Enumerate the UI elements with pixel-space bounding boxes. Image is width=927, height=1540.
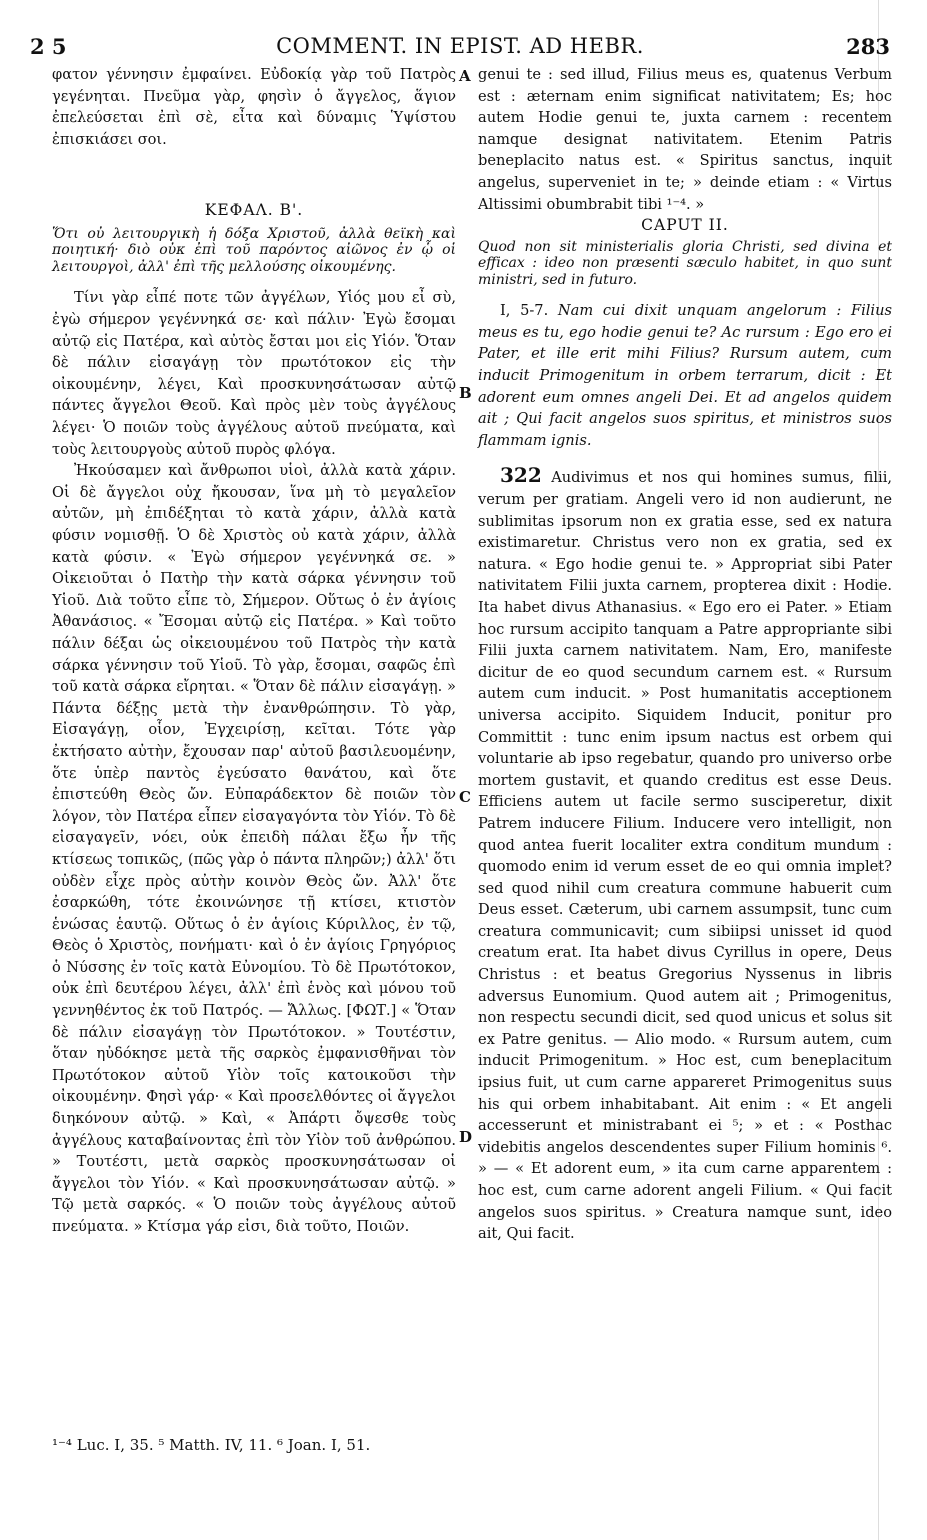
margin-letter-b: B <box>459 384 472 402</box>
latin-paragraph-2 <box>478 300 892 451</box>
latin-chapter-summary: Quod non sit ministerialis gloria Christi, sed divina et efficax : ideo non præsenti sæculo habitet, in quo sunt ministri, sed in futuro. <box>478 238 892 288</box>
greek-chapter-title: ΚΕΦΑΛ. Β'. <box>204 201 304 220</box>
margin-letter-a: A <box>459 67 471 85</box>
latin-commentary-text: Audivimus et nos qui homines sumus, filii, verum per gratiam. Angeli vero id non audierunt, ne sublimitas ipsorum non ex gratia esse, sed ex natura existimaretur. Christus vero non ex gratia, sed ex natura. « Ego hodie genui te. » Appropriat sibi Pater nativitatem Filii juxta carnem, propterea dixit : Hodie. Ita habet divus Athanasius. « Ego ero ei Pater. » Etiam hoc rursum accipito tanquam a Patre appropriante sibi Filii juxta carnem nativitatem. Nam, Ero, manifeste dicitur de eo quod secundum carnem est. « Rursum autem cum inducit. » Post humanitatis acceptionem universa accipito. Siquidem Inducit, ponitur pro Committit : tunc enim ipsum nactus est orbem qui voluntarie ab ipso regebatur, quando pro universo orbe mortem gustavit, et quando creditus est esse Deus. Efficiens autem ut facile sermo susciperetur, dixit Patrem inducere Filium. Inducere vero intelligit, non quod antea fuerit localiter extra conditum mundum : quomodo enim id verum esset de eo qui omnia implet? sed quod nihil cum creatura commune habuerit cum Deus esset. Cæterum, ubi carnem assumpsit, tunc cum creatura communicavit; cum sibiipsi unisset id quod creatum erat. Ita habet divus Cyrillus in opere, Deus Christus : et beatus Gregorius Nyssenus in libris adversus Eunomium. Quod autem ait ; Primogenitus, non respectu secundi dicit, sed quod unicus et solus sit ex Patre genitus. — Alio modo. « Rursum autem, cum inducit Primogenitum. » Hoc est, cum beneplacitum ipsius fuit, ut cum carne appareret Primogenitus suus his qui orbem inhabitabant. Ait enim : « Et angeli accesserunt et ministrabant ei ⁵; » et : « Posthac videbitis angelos descendentes super Filium hominis ⁶. » — « Et adorent eum, » ita cum carne apparentem : hoc est, cum carne adorent angeli Filium. « Qui facit angelos suos spiritus. » Creatura namque sunt, ideo ait, Qui facit. <box>478 469 892 1243</box>
page-number-left: 2 5 <box>30 34 67 59</box>
margin-letter-d: D <box>459 1128 473 1146</box>
greek-column <box>52 64 456 1238</box>
latin-verse-text: Nam cui dixit unquam angelorum : Filius meus es tu, ego hodie genui te? Ac rursum : Ego ero ei Pater, et ille erit mihi Filius? Rursum autem, cum inducit Primogenitum in orbem terrarum, dicit : Et adorent eum omnes angeli Dei. Et ad angelos quidem ait ; Qui facit angelos suos spiritus, et ministros suos flammam ignis. <box>478 302 892 449</box>
latin-chapter-title: CAPUT II. <box>641 216 729 235</box>
running-title: COMMENT. IN EPIST. AD HEBR. <box>276 34 644 58</box>
margin-letter-c: C <box>459 788 471 806</box>
running-header <box>30 34 890 60</box>
page-number-right: 283 <box>846 34 890 59</box>
greek-paragraph-1: φατον γέννησιν ἐμφαίνει. Εὐδοκίᾳ γὰρ τοῦ Πατρὸς γεγένηται. Πνεῦμα γὰρ, φησὶν ὁ ἄγγελος, ἅγιον ἐπελεύσεται ἐπὶ σὲ, εἶτα καὶ δύναμις Ὑψίστου ἐπισκιάσει σοι. <box>52 66 456 148</box>
greek-paragraph-3: Ἠκούσαμεν καὶ ἄνθρωποι υἱοὶ, ἀλλὰ κατὰ χάριν. Οἱ δὲ ἄγγελοι οὐχ ἤκουσαν, ἵνα μὴ τὸ μεγαλεῖον αὐτῶν, μὴ ἐπιδέξηται τὸ κατὰ χάριν, ἀλλὰ κατὰ φύσιν νομισθῇ. Ὁ δὲ Χριστὸς οὐ κατὰ χάριν, ἀλλὰ κατὰ φύσιν. « Ἐγὼ σήμερον γεγέννηκά σε. » Οἰκειοῦται ὁ Πατὴρ τὴν κατὰ σάρκα γέννησιν τοῦ Υἱοῦ. Διὰ τοῦτο εἶπε τὸ, Σήμερον. Οὕτως ὁ ἐν ἁγίοις Ἀθανάσιος. « Ἔσομαι αὐτῷ εἰς Πατέρα. » Καὶ τοῦτο πάλιν δέξαι ὡς οἰκειουμένου τοῦ Πατρὸς τὴν κατὰ σάρκα γέννησιν τοῦ Υἱοῦ. Τὸ γὰρ, ἔσομαι, σαφῶς ἐπὶ τοῦ κατὰ σάρκα εἴρηται. « Ὅταν δὲ πάλιν εἰσαγάγῃ. » Πάντα δέξῃς μετὰ τὴν ἐνανθρώπησιν. Τὸ γὰρ, Εἰσαγάγῃ, οἷον, Ἐγχειρίσῃ, κεῖται. Τότε γὰρ ἐκτήσατο αὐτὴν, ἔχουσαν παρ' αὐτοῦ βασιλευομένην, ὅτε ὑπὲρ παντὸς ἐγεύσατο θανάτου, καὶ ὅτε ἐπιστεύθη Θεὸς ὤν. Εὐπαράδεκτον δὲ ποιῶν τὸν λόγον, τὸν Πατέρα εἶπεν εἰσαγαγόντα τὸν Υἱόν. Τὸ δὲ εἰσαγαγεῖν, νόει, οὐκ ἐπειδὴ πάλαι ἔξω ἦν τῆς κτίσεως τοπικῶς, (πῶς γὰρ ὁ πάντα πληρῶν;) ἀλλ' ὅτι οὐδὲν εἶχε πρὸς αὐτὴν κοινὸν Θεὸς ὤν. Ἀλλ' ὅτε ἐσαρκώθη, τότε ἐκοινώνησε τῇ κτίσει, κτιστὸν ἑνώσας ἑαυτῷ. Οὕτως ὁ ἐν ἁγίοις Κύριλλος, ἐν τῷ, Θεὸς ὁ Χριστὸς, πονήματι· καὶ ὁ ἐν ἁγίοις Γρηγόριος ὁ Νύσσης ἐν τοῖς κατὰ Εὐνομίου. Τὸ δὲ Πρωτότοκον, οὐκ ἐπὶ δευτέρου λέγει, ἀλλ' ἐπὶ ἑνὸς καὶ μόνου τοῦ γεννηθέντος ἐκ τοῦ Πατρός. — Ἄλλως. [ΦΩΤ.] « Ὅταν δὲ πάλιν εἰσαγάγῃ τὸν Πρωτότοκον. » Τουτέστιν, ὅταν ηὐδόκησε μετὰ τῆς σαρκὸς ἐμφανισθῆναι τὸν Πρωτότοκον αὐτοῦ Υἱὸν τοῖς κατοικοῦσι τὴν οἰκουμένην. Φησὶ γάρ· « Καὶ προσελθόντες οἱ ἄγγελοι διηκόνουν αὐτῷ. » Καὶ, « Ἀπάρτι ὄψεσθε τοὺς ἀγγέλους καταβαίνοντας ἐπὶ τὸν Υἱὸν τοῦ ἀνθρώπου. » Τουτέστι, μετὰ σαρκὸς προσκυνησάτωσαν οἱ ἄγγελοι τὸν Υἱόν. « Καὶ προσκυνησάτωσαν αὐτῷ. » Τῷ μετὰ σαρκός. « Ὁ ποιῶν τοὺς ἀγγέλους αὐτοῦ πνεύματα. » Κτίσμα γάρ εἰσι, διὰ τοῦτο, Ποιῶν. <box>52 462 456 1235</box>
latin-column <box>478 64 892 1245</box>
greek-chapter-summary: Ὅτι οὐ λειτουργικὴ ἡ δόξα Χριστοῦ, ἀλλὰ θεϊκὴ καὶ ποιητική· διὸ οὐκ ἐπὶ τοῦ παρόντος αἰῶνος ἐν ᾧ οἱ λειτουργοὶ, ἀλλ' ἐπὶ τῆς μελλούσης οἰκουμένης. <box>52 225 456 275</box>
latin-paragraph-1: genui te : sed illud, Filius meus es, quatenus Verbum est : æternam enim significat nativitatem; Es; hoc autem Hodie genui te, juxta carnem : recentem namque designat nativitatem. Etenim Patris beneplacito natus est. « Spiritus sanctus, inquit angelus, superveniet in te; » deinde etiam : « Virtus Altissimi obumbrabit tibi ¹⁻⁴. » <box>478 66 892 213</box>
column-number: 322 <box>500 463 542 488</box>
verse-reference: I, 5-7. <box>500 302 549 320</box>
greek-paragraph-2: Τίνι γὰρ εἶπέ ποτε τῶν ἀγγέλων, Υἱός μου εἶ σὺ, ἐγὼ σήμερον γεγέννηκά σε· καὶ πάλιν· Ἐγὼ ἔσομαι αὐτῷ εἰς Πατέρα, καὶ αὐτὸς ἔσται μοι εἰς Υἱόν. Ὅταν δὲ πάλιν εἰσαγάγῃ τὸν πρωτότοκον εἰς τὴν οἰκουμένην, λέγει, Καὶ προσκυνησάτωσαν αὐτῷ πάντες ἄγγελοι Θεοῦ. Καὶ πρὸς μὲν τοὺς ἀγγέλους λέγει· Ὁ ποιῶν τοὺς ἀγγέλους αὐτοῦ πνεύματα, καὶ τοὺς λειτουργοὺς αὐτοῦ πυρὸς φλόγα. <box>52 289 456 458</box>
footnotes: ¹⁻⁴ Luc. I, 35. ⁵ Matth. IV, 11. ⁶ Joan. I, 51. <box>52 1436 371 1454</box>
latin-paragraph-3 <box>478 465 892 1244</box>
